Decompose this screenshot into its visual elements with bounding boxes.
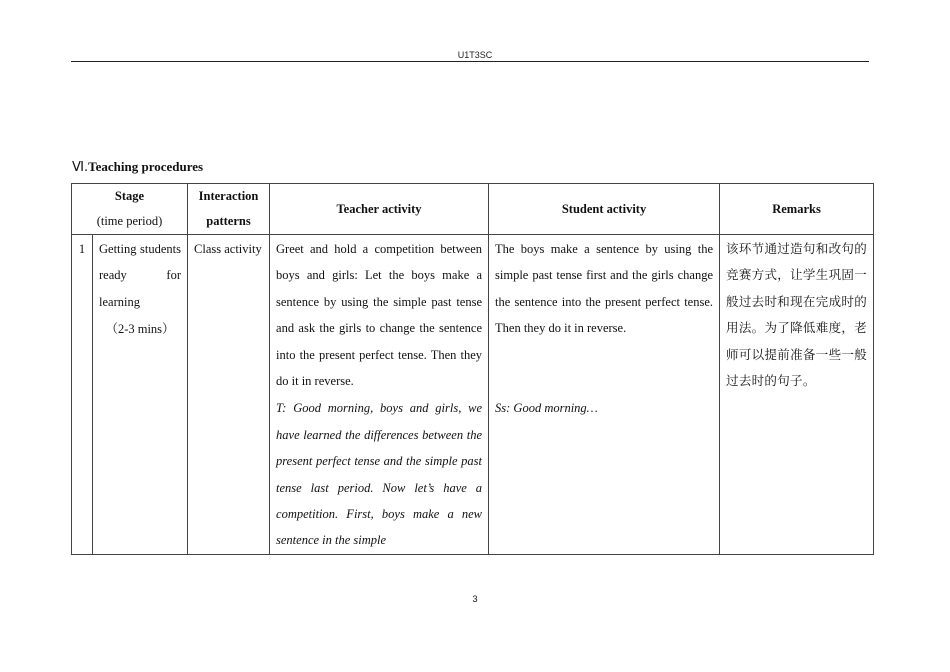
table-header-row [72,184,874,235]
remarks-text: 该环节通过造句和改句的竞赛方式，让学生巩固一般过去时和现在完成时的用法。为了降低难度，老师可以提前准备一些一般过去时的句子。 [726,241,868,389]
student-dialogue: Ss: Good morning… [495,400,598,415]
section-numeral: Ⅵ. [72,160,89,175]
student-spacer [489,342,719,394]
teacher-activity-cell [270,235,489,555]
header-teacher-activity: Teacher activity [270,184,489,235]
student-activity-text: The boys make a sentence by using the simple past tense first and the girls change the sentence into the present perfect tense. Then they do it in reverse. [495,242,714,336]
header-divider [71,61,869,62]
header-interaction-sub: patterns [206,214,251,228]
remarks-cell [720,235,874,555]
header-stage-label: Stage [114,189,145,203]
teaching-procedures-table [71,183,874,555]
header-stage [72,184,188,235]
header-stage-sub: (time period) [96,214,163,228]
header-remarks: Remarks [720,184,874,235]
table-row [72,235,874,555]
document-header-code: U1T3SC [457,50,493,60]
student-activity-cell [489,235,720,555]
header-student-activity: Student activity [489,184,720,235]
interaction-text: Class activity [194,242,262,256]
interaction-cell [188,235,270,555]
stage-text: Getting students ready for learning [99,242,182,309]
teacher-dialogue: T: Good morning, boys and girls, we have learned the differences between the present perfect tense and the simple past tense last period. Now let’s have a competition. First, boys make a new sentence in the simple [276,401,483,548]
row-number-cell [72,235,93,555]
stage-cell [93,235,188,555]
page-number: 3 [472,594,478,604]
header-interaction-label: Interaction [198,189,259,203]
section-title: Teaching procedures [88,159,204,174]
section-heading [72,159,203,175]
row-number: 1 [78,242,86,256]
teacher-activity-text: Greet and hold a competition between boys and girls: Let the boys make a sentence by using the simple past tense and ask the girls to change the sentence into the present perfect tense. Then they do it in reverse. [276,242,483,389]
stage-time: （2-3 mins） [105,322,175,337]
header-interaction [188,184,270,235]
